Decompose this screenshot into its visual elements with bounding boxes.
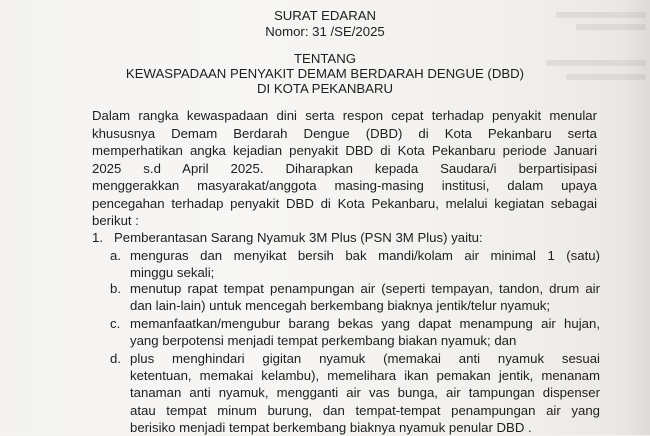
sub-item-line: memanfaatkan/mengubur barang bekas yang dapat menampung air hujan, (130, 316, 600, 331)
sub-item-line: tanaman anti nyamuk, mengganti air vas bunga, air tampungan dispenser (130, 385, 600, 401)
letter-number: Nomor: 31 /SE/2025 (265, 24, 385, 39)
sub-item-line: ketentuan, memakai kelambu), memelihara ikan pemakan jentik, menanam (130, 368, 600, 384)
page-shadow-edge (620, 0, 650, 435)
letter-type-title: SURAT EDARAN (273, 8, 377, 23)
sub-item-marker: c. (110, 316, 121, 331)
intro-line: menggerakkan masyarakat/anggota masing-masing institusi, dalam upaya (92, 178, 597, 193)
sub-item-marker: a. (110, 248, 121, 263)
intro-line: Dalam rangka kewaspadaan dini serta respon cepat terhadap penyakit menular (92, 108, 597, 123)
sub-item-marker: d. (110, 351, 121, 366)
sub-item-line: menguras dan menyikat bersih bak mandi/kolam air minimal 1 (satu) (130, 248, 600, 263)
sub-item-line: berisiko menjadi tempat berkembang biaknya nyamuk penular DBD . (130, 419, 532, 435)
intro-line: berikut : (92, 213, 139, 228)
sub-item-line: minggu sekali; (130, 265, 215, 281)
subject-line-2: DI KOTA PEKANBARU (256, 81, 394, 96)
intro-line: pencegahan terhadap penyakit DBD di Kota Pekanbaru, melalui kegiatan sebagai (92, 195, 597, 211)
sub-item-line: yang berpotensi menjadi tempat perkembang biakan nyamuk; dan (130, 333, 517, 349)
subject-line-1: KEWASPADAAN PENYAKIT DEMAM BERDARAH DENGUE (DBD) (125, 66, 525, 81)
intro-line: 2025 s.d April 2025. Diharapkan kepada Saudara/i berpartisipasi (92, 160, 597, 176)
list-item-1 (92, 229, 483, 246)
sub-item-line: menutup rapat tempat penampungan air (seperti tempayan, tandon, drum air (130, 281, 600, 296)
sub-item-line: dan lain-lain) untuk mencegah berkembang biaknya jentik/telur nyamuk; (130, 298, 551, 314)
list-item-text: Pemberantasan Sarang Nyamuk 3M Plus (PSN 3M Plus) yaitu: (114, 230, 483, 245)
about-heading: TENTANG (293, 51, 357, 66)
sub-item-line: plus menghindari gigitan nyamuk (memakai anti nyamuk sesuai (130, 351, 600, 366)
sub-item-marker: b. (110, 281, 121, 296)
list-item-number: 1. (92, 230, 103, 245)
intro-line: memperhatikan angka kejadian penyakit DBD di Kota Pekanbaru periode Januari (92, 143, 597, 158)
sub-item-line: atau tempat minum burung, dan tempat-tempat penampungan air yang (130, 402, 600, 418)
intro-line: khususnya Demam Berdarah Dengue (DBD) di Kota Pekanbaru serta (92, 125, 597, 141)
intro-paragraph (92, 107, 597, 230)
